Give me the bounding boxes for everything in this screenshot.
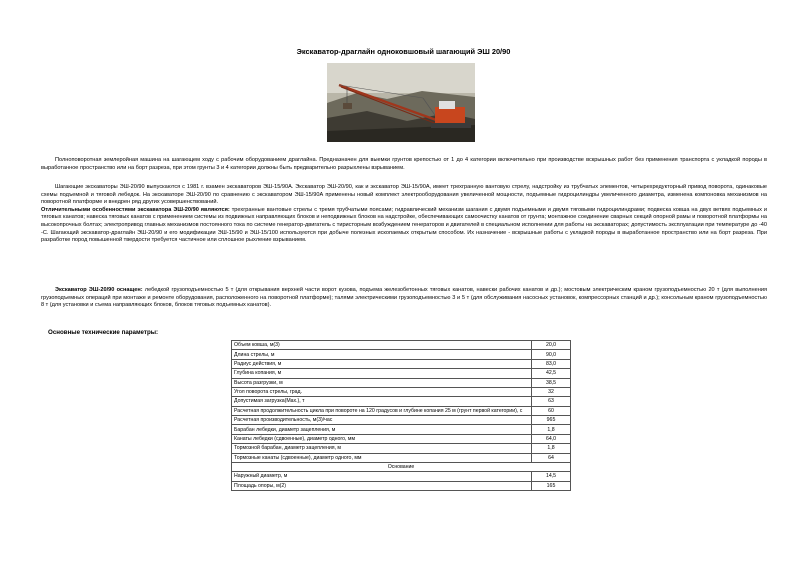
spec-row xyxy=(232,350,571,359)
paragraph-intro-text: Полноповоротная землеройная машина на шагающем ходу с рабочим оборудованием драглайна. Предназначен для выемки грунтов крепостью от 1 до 4 категории включительно при производстве вскрышных работ без применения транспорта с укладкой породы в выработанное пространство или на борт разреза, при этом грунты 3 и 4 категории должны быть предварительно разрыхлены взрыванием. xyxy=(41,157,767,171)
spec-row xyxy=(232,444,571,453)
spec-label: Площадь опоры, м(2) xyxy=(232,481,532,490)
paragraph-features-intro: Шагающие экскаваторы ЭШ-20/90 выпускаются с 1981 г. взамен экскаваторов ЭШ-15/90А. Экскаватор ЭШ-20/90, как и экскаватор ЭШ-15/90А, имеет трехгранную вантовую стрелу, надстройку из трубчатых элементов, четырехредукторный привод поворота, одинаковые схемы подъемной и тяговой лебедок. На экскаваторе ЭШ-20/90 по сравнению с экскаватором ЭШ-15/90А применены новый комплект электрооборудования увеличенной мощности, подъемные гидроцилиндры увеличенного диаметра, изменена компоновка механизмов на поворотной платформе и внедрен ряд других усовершенствований. xyxy=(41,184,767,206)
spec-label: Допустимая загрузка(Max.), т xyxy=(232,397,532,406)
spec-label: Тормозные канаты (сдвоенные), диаметр одного, мм xyxy=(232,453,532,462)
spec-row xyxy=(232,425,571,434)
spec-label: Высота разгрузки, м xyxy=(232,378,532,387)
spec-row xyxy=(232,359,571,368)
excavator-dragline-photo xyxy=(327,63,475,142)
paragraph-intro xyxy=(41,157,767,172)
paragraph-equipment-bold: Экскаватор ЭШ-20/90 оснащен: xyxy=(55,287,143,293)
spec-row xyxy=(232,397,571,406)
spec-label: Барабан лебедки, диаметр зацепления, м xyxy=(232,425,532,434)
paragraph-features xyxy=(41,184,767,245)
spec-value: 60 xyxy=(532,406,571,415)
spec-label: Объем ковша, м(3) xyxy=(232,341,532,350)
paragraph-equipment xyxy=(41,287,767,310)
spec-label: Канаты лебедки (сдвоенные), диаметр одного, мм xyxy=(232,434,532,443)
spec-row xyxy=(232,387,571,396)
spec-value: 965 xyxy=(532,416,571,425)
spec-label: Длина стрелы, м xyxy=(232,350,532,359)
spec-section-label: Основание xyxy=(232,462,571,471)
spec-value: 32 xyxy=(532,387,571,396)
spec-label: Тормозной барабан, диаметр зацепления, м xyxy=(232,444,532,453)
spec-row xyxy=(232,472,571,481)
spec-row xyxy=(232,369,571,378)
spec-section-row xyxy=(232,462,571,471)
spec-row xyxy=(232,341,571,350)
params-heading: Основные технические параметры: xyxy=(48,329,159,336)
spec-row xyxy=(232,434,571,443)
paragraph-equipment-rest: лебедкой грузоподъемностью 5 т (для открывания верхней части ворот кузова, подъема железобетонных тяговых канатов, навески рабочих канатов и др.); мостовым электрическим краном грузоподъемностью 20 т (для выполнения грузоподъемных операций при монтаже и ремонте оборудования, расположенного на поворотной платформе); талями электрическими грузоподъемностью 3 и 5 т (для обслуживания насосных установок, компрессорных станций и др.); консольным краном грузоподъемностью 8 т (для установки и съема направляющих блоков, блоков тяговых подъемных канатов). xyxy=(41,287,767,309)
spec-value: 20,0 xyxy=(532,341,571,350)
spec-label: Наружный диаметр, м xyxy=(232,472,532,481)
spec-value: 64,0 xyxy=(532,434,571,443)
spec-value: 64 xyxy=(532,453,571,462)
spec-row xyxy=(232,416,571,425)
spec-value: 42,5 xyxy=(532,369,571,378)
paragraph-features-bold: Отличительными особенностями экскаватора ЭШ-20/90 являются: xyxy=(41,206,230,213)
spec-label: Расчетная производительность, м(3)/час xyxy=(232,416,532,425)
spec-row xyxy=(232,453,571,462)
spec-value: 83,0 xyxy=(532,359,571,368)
spec-row xyxy=(232,378,571,387)
spec-value: 165 xyxy=(532,481,571,490)
spec-value: 38,5 xyxy=(532,378,571,387)
spec-label: Расчетная продолжительность цикла при повороте на 120 градусов и глубине копания 25 м (грунт первой категории), с xyxy=(232,406,532,415)
document-title: Экскаватор-драглайн одноковшовый шагающий ЭШ 20/90 xyxy=(296,47,511,56)
spec-label: Радиус действия, м xyxy=(232,359,532,368)
spec-value: 1,8 xyxy=(532,444,571,453)
spec-value: 90,0 xyxy=(532,350,571,359)
spec-value: 63 xyxy=(532,397,571,406)
spec-row xyxy=(232,406,571,415)
spec-label: Угол поворота стрелы, град. xyxy=(232,387,532,396)
paragraph-features-rest: трехгранные вантовые стрелы с тремя трубчатыми поясами; гидравлический механизм шагания с двумя подъемными и двумя тяговыми гидроцилиндрами; подвеска ковша на двух ветвях подъемных и тяговых канатов; навеска тяговых канатов с применением системы из подвижных направляющих блоков и неподвижных блоков на надстройке, обеспечивающих самоочистку канатов от грунта; монтажное соединение сварных секций опорной рамы и поворотной платформы на высокопрочных болтах; электропривод главных механизмов постоянного тока по системе генератор-двигатель с тиристорным возбуждением генераторов и двигателей в специальном исполнении для работы на экскаваторах; допустимость эксплуатации при температуре до -40 -С. Шагающий экскаватор-драглайн ЭШ-20/90 и его модификации ЭШ-15/90 и ЭШ-15/100 используются при добыче полезных ископаемых открытым способом. Их назначение - вскрышные работы с укладкой породы в выработанное пространство или на борт разреза. При разработке пород повышенной твердости требуется частичное или сплошное рыхление взрыванием. xyxy=(41,206,767,244)
spec-label: Глубина копания, м xyxy=(232,369,532,378)
spec-row xyxy=(232,481,571,490)
spec-table xyxy=(231,340,571,491)
spec-value: 1,8 xyxy=(532,425,571,434)
spec-value: 14,5 xyxy=(532,472,571,481)
